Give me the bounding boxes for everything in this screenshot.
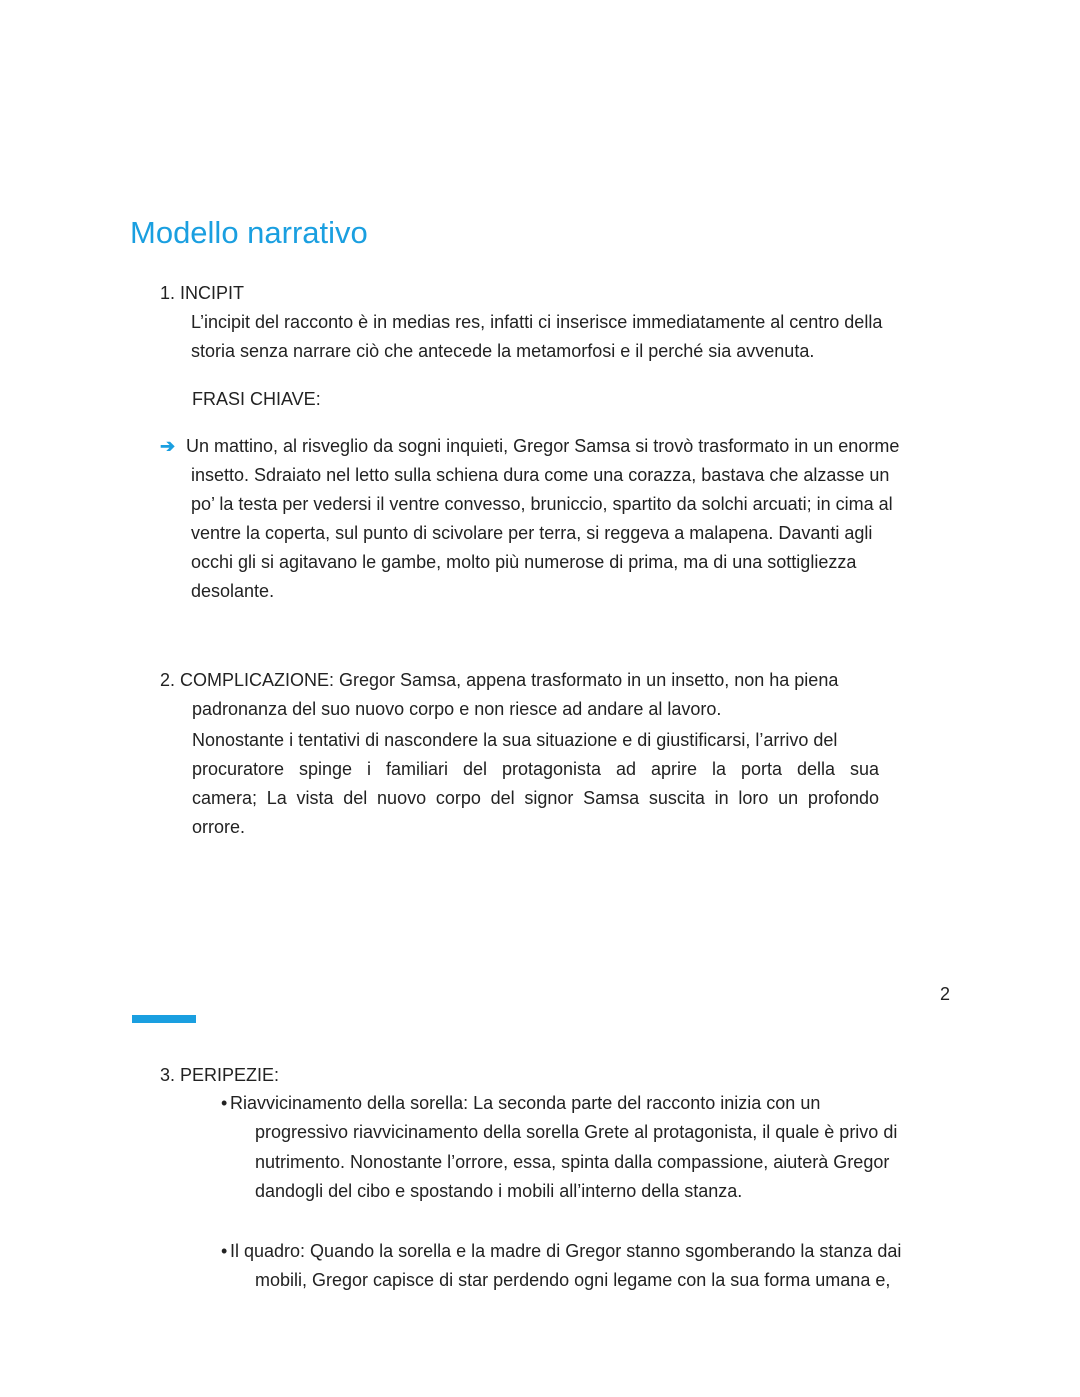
bullet-icon: • (221, 1241, 228, 1261)
incipit-line: L’incipit del racconto è in medias res, infatti ci inserisce immediatamente al centro della (191, 312, 883, 332)
complicazione-line: camera; La vista del nuovo corpo del signor Samsa suscita in loro un profondo (192, 788, 879, 808)
accent-bar (132, 1015, 196, 1023)
bullet-line: dandogli del cibo e spostando i mobili all’interno della stanza. (255, 1181, 743, 1201)
complicazione-line: 2. COMPLICAZIONE: Gregor Samsa, appena trasformato in un insetto, non ha piena (160, 670, 839, 690)
complicazione-line: Nonostante i tentativi di nascondere la sua situazione e di giustificarsi, l’arrivo del (192, 730, 838, 750)
quote-line: occhi gli si agitavano le gambe, molto più numerose di prima, ma di una sottigliezza (191, 552, 857, 572)
incipit-heading: 1. INCIPIT (160, 283, 245, 303)
key-phrases-label: FRASI CHIAVE: (192, 389, 321, 409)
incipit-line: storia senza narrare ciò che antecede la metamorfosi e il perché sia avvenuta. (191, 341, 815, 361)
quote-line: ventre la coperta, sul punto di scivolare per terra, si reggeva a malapena. Davanti agli (191, 523, 873, 543)
bullet-line: nutrimento. Nonostante l’orrore, essa, spinta dalla compassione, aiuterà Gregor (255, 1152, 890, 1172)
right-arrow-icon: ➔ (160, 436, 176, 456)
quote-line: insetto. Sdraiato nel letto sulla schiena dura come una corazza, bastava che alzasse un (191, 465, 890, 485)
bullet-line: Il quadro: Quando la sorella e la madre di Gregor stanno sgomberando la stanza dai (230, 1241, 902, 1261)
complicazione-line: padronanza del suo nuovo corpo e non riesce ad andare al lavoro. (192, 699, 722, 719)
bullet-line: mobili, Gregor capisce di star perdendo ogni legame con la sua forma umana e, (255, 1270, 891, 1290)
quote-line: desolante. (191, 581, 275, 601)
bullet-line: Riavvicinamento della sorella: La seconda parte del racconto inizia con un (230, 1093, 821, 1113)
bullet-icon: • (221, 1093, 228, 1113)
bullet-line: progressivo riavvicinamento della sorella Grete al protagonista, il quale è privo di (255, 1122, 898, 1142)
page-number: 2 (940, 984, 951, 1004)
section-title: Modello narrativo (130, 215, 368, 250)
complicazione-line: orrore. (192, 817, 246, 837)
peripezie-heading: 3. PERIPEZIE: (160, 1065, 280, 1085)
complicazione-line: procuratore spinge i familiari del protagonista ad aprire la porta della sua (192, 759, 879, 779)
quote-line: Un mattino, al risveglio da sogni inquieti, Gregor Samsa si trovò trasformato in un enorme (186, 436, 900, 456)
quote-line: po’ la testa per vedersi il ventre convesso, bruniccio, spartito da solchi arcuati; in cima al (191, 494, 893, 514)
